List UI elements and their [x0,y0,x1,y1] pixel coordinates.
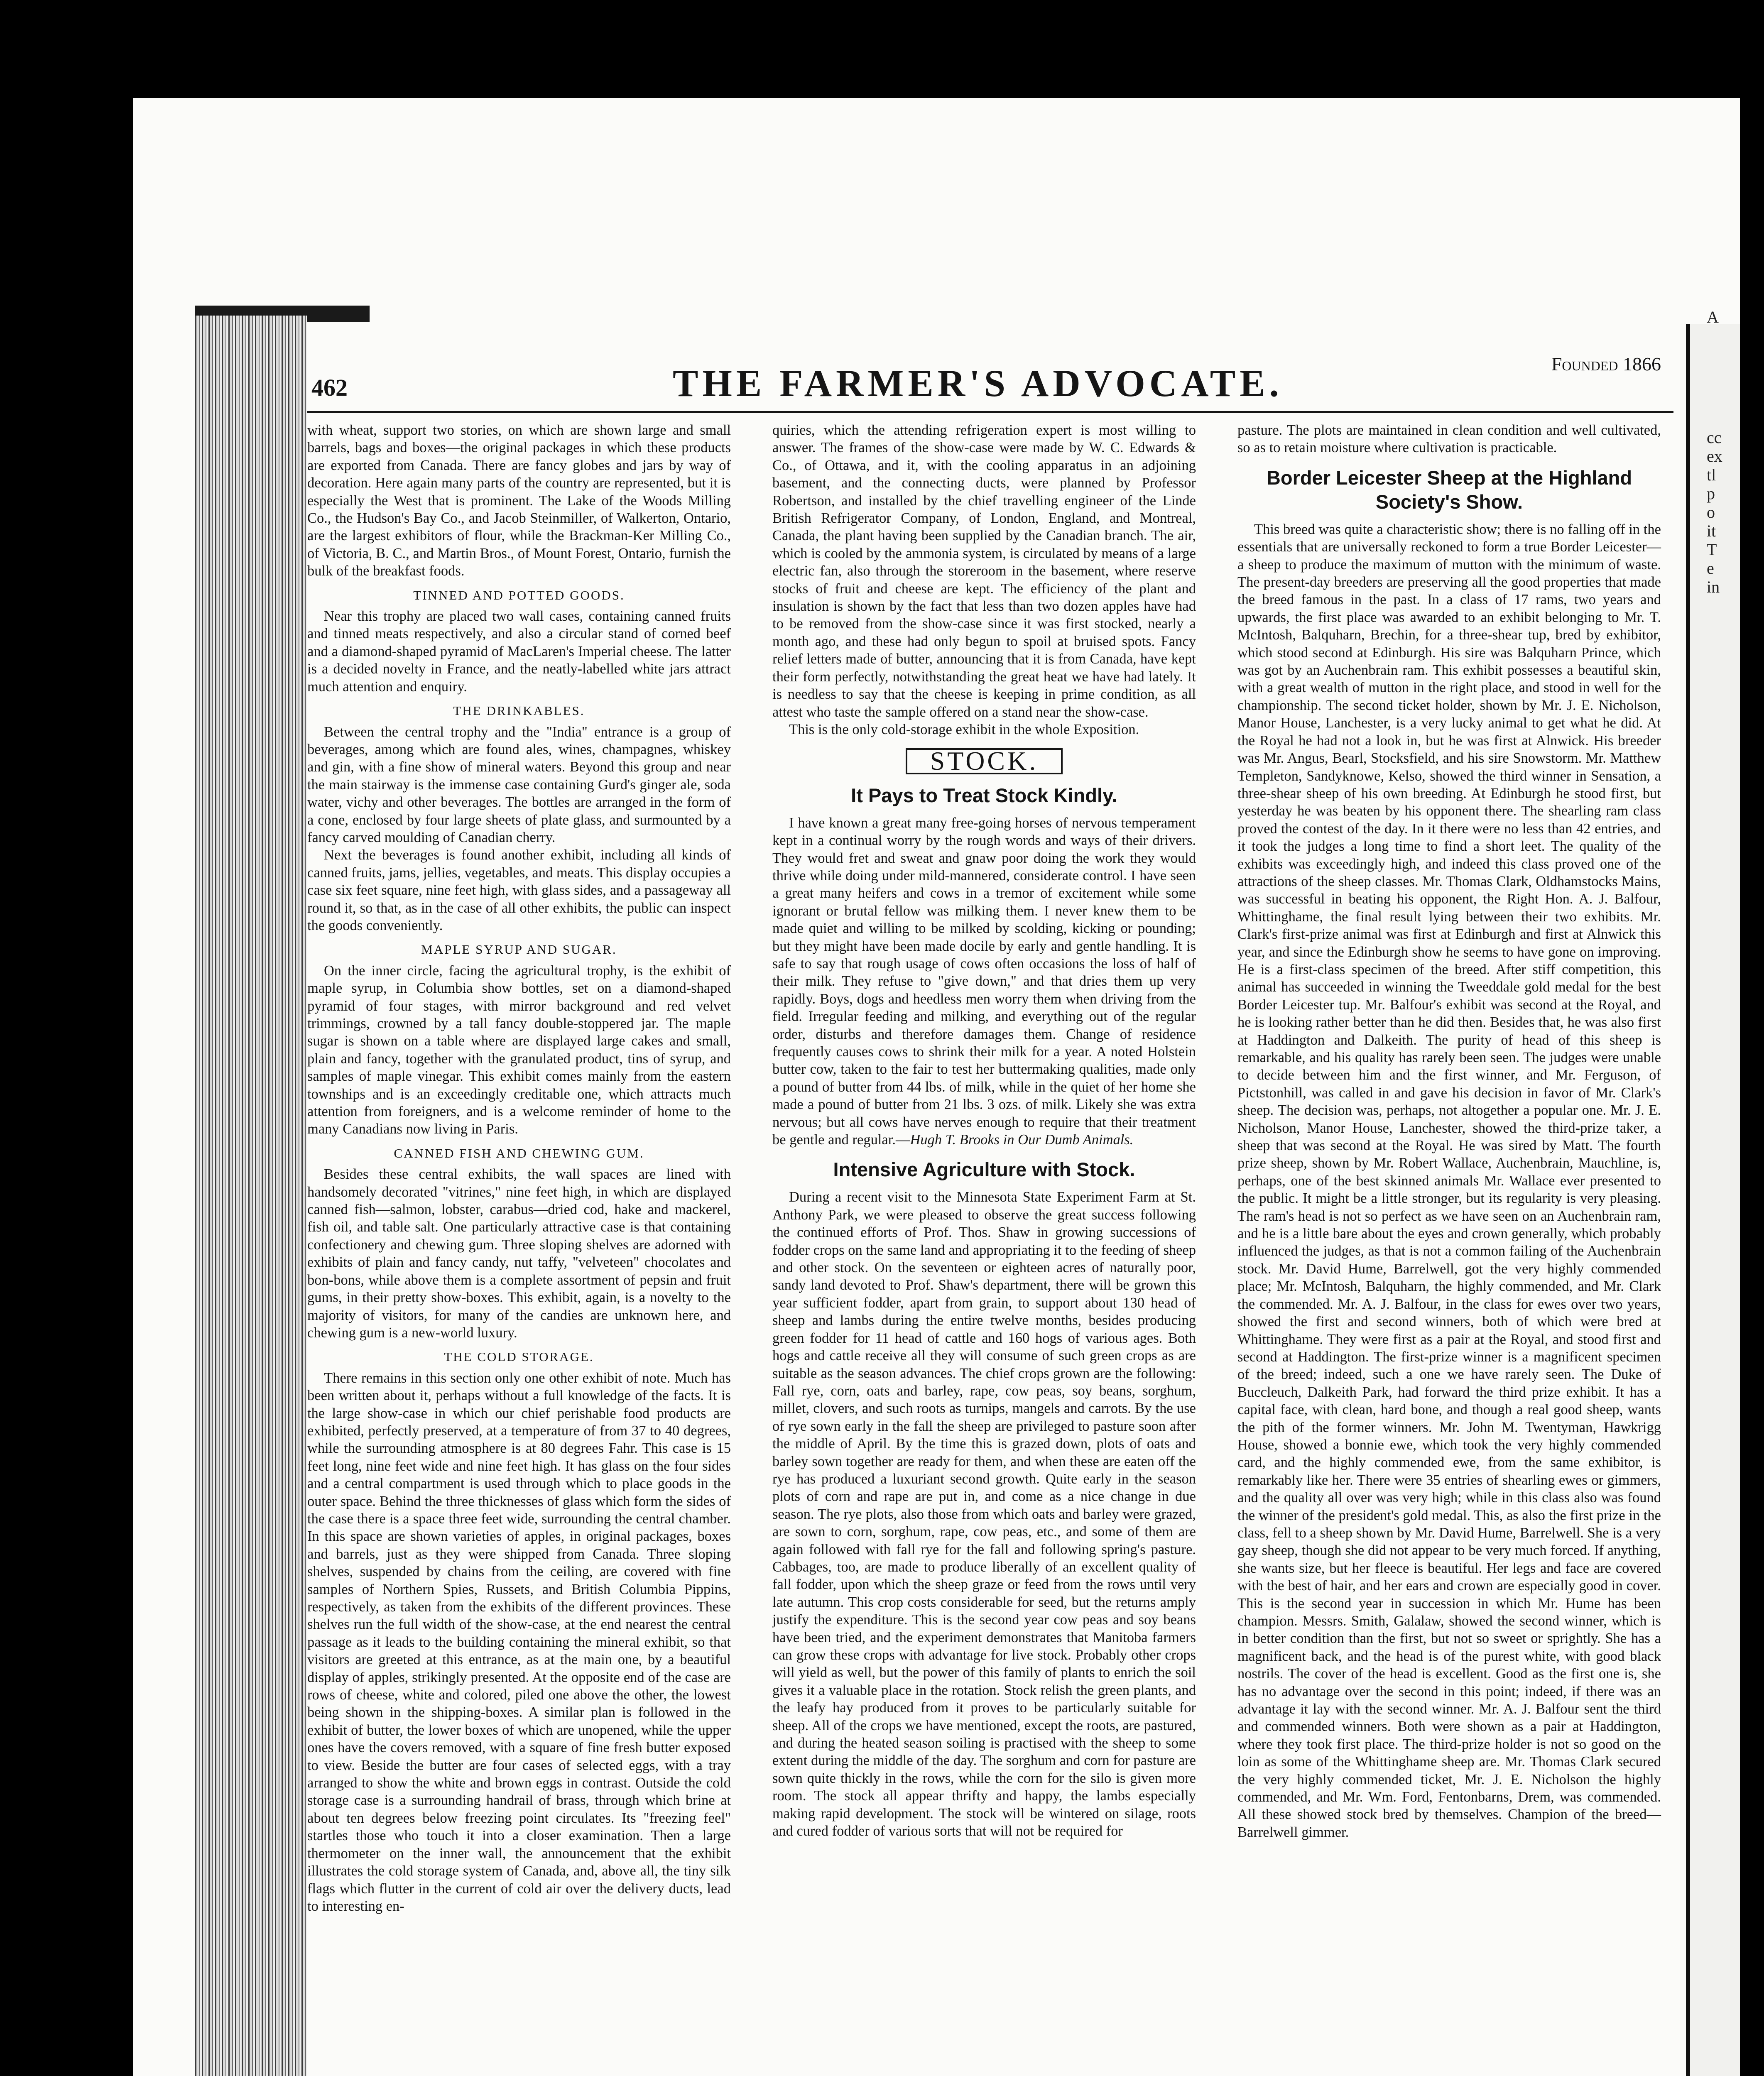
newspaper-title: THE FARMER'S ADVOCATE. [673,362,1283,404]
adjacent-page-letter: p [1707,484,1715,503]
adjacent-page-letter: tl [1707,465,1716,484]
subheading: THE DRINKABLES. [453,703,585,718]
subheading: THE COLD STORAGE. [444,1349,594,1364]
paragraph: During a recent visit to the Minnesota State Experiment Farm at St. Anthony Park, we were pleased to observe the great success following the continued efforts of Prof. Thos. Shaw in growing successions of fodder crops on the same land and appropriating it to the feeding of sheep and other stock. On the seventeen or eighteen acres of naturally poor, sandy land devoted to Prof. Shaw's department, there will be grown this year sufficient fodder, apart from grain, to support about 130 head of sheep and lambs during the entire twelve months, besides producing green fodder for 11 head of cattle and 160 hogs of various ages. Both hogs and cattle receive all they will consume of such green crops as are suitable as the season advances. The chief crops grown are the following: Fall rye, corn, oats and barley, rape, cow peas, soy beans, sorghum, millet, clovers, and such roots as turnips, mangels and carrots. By the use of rye sown early in the fall the sheep are privileged to pasture soon after the middle of April. By the time this is grazed down, plots of oats and barley sown together are ready for them, and when these are eaten off the rye has produced a luxuriant second growth. Quite early in the season plots of corn and rape are put in, and come as a nice change in due season. The rye plots, also those from which oats and barley were grazed, are sown to corn, sorghum, rape, cow peas, etc., and some of them are again followed with fall rye for the fall and following spring's pasture. Cabbages, too, are made to produce liberally of an excellent quality of fall fodder, upon which the sheep graze or feed from the rows until very late autumn. This crop costs considerable for seed, but the returns amply justify the expenditure. This is the second year cow peas and soy beans have been tried, and the experiment demonstrates that Manitoba farmers can grow these crops with advantage for live stock. Probably other crops will yield as well, but the power of this family of plants to enrich the soil gives it a valuable place in the rotation. Stock relish the green plants, and the leafy hay produced from it proves to be particularly suitable for sheep. All of the crops we have mentioned, except the roots, are pastured, and during the heated season soiling is practised with the sheep to some extent during the middle of the day. The sorghum and corn for pasture are sown quite thickly in the rows, while the corn for the silo is given more room. The stock all appear thrifty and happy, the lambs especially making rapid development. The stock will be wintered on silage, roots and cured fodder of various sorts that will not be required for [772,1189,1196,1839]
subheading: TINNED AND POTTED GOODS. [413,588,625,602]
subheading: CANNED FISH AND CHEWING GUM. [394,1146,644,1160]
adjacent-page-letter: ex [1707,447,1722,465]
adjacent-page-letter: it [1707,521,1716,540]
column-2 [772,421,1196,1840]
adjacent-page-letter: A [1707,308,1719,326]
article-title: Intensive Agriculture with Stock. [833,1158,1135,1181]
founded-date: Founded 1866 [1551,353,1661,375]
adjacent-page-letter: T [1707,540,1717,559]
attribution: Hugh T. Brooks in Our Dumb Animals. [910,1132,1134,1148]
paragraph: Besides these central exhibits, the wall spaces are lined with handsomely decorated "vitrines," nine feet high, in which are displayed canned fish—salmon, lobster, carabus—dried cod, hake and mackerel, fish oil, and table salt. One particularly attractive case is that containing confectionery and chewing gum. Three sloping shelves are adorned with exhibits of plain and fancy candy, nut taffy, "velveteen" chocolates and bon-bons, while above them is a complete assortment of pepsin and fruit gums, in their pretty show-boxes. This exhibit, again, is a novelty to the majority of visitors, for many of the candies are unknown here, and chewing gum is a new-world luxury. [307,1166,731,1341]
header-rule [307,411,1673,413]
paragraph: This breed was quite a characteristic show; there is no falling off in the essentials that are universally reckoned to form a true Border Leicester—a sheep to produce the maximum of mutton with the minimum of waste. The present-day breeders are preserving all the good properties that made the breed famous in the past. In a class of 17 rams, two years and upwards, the first place was awarded to an exhibit belonging to Mr. T. McIntosh, Balquharn, Brechin, for a three-shear tup, bred by exhibitor, which stood second at Edinburgh. His sire was Balquharn Prince, which was got by an Auchenbrain ram. This exhibit possesses a beautiful skin, with a great wealth of mutton in the right place, and stood in well for the championship. The second ticket holder, shown by Mr. J. E. Nicholson, Manor House, Lanchester, is a very lucky animal to get what he did. At the Royal he had not a look in, but he was first at Alnwick. His breeder was Mr. Angus, Bearl, Stocksfield, and his sire Snowstorm. Mr. Matthew Templeton, Sandyknowe, Kelso, showed the third winner in Sensation, a three-shear sheep of his own breeding. At Edinburgh he stood first, but yesterday he was beaten by his opponent there. The shearling ram class proved the contest of the day. In it there were no less than 42 entries, and it took the judges a long time to find a short leet. The quality of the exhibits was exceedingly high, and indeed this class proved one of the attractions of the sheep classes. Mr. Thomas Clark, Oldhamstocks Mains, was successful in beating his opponent, the Right Hon. A. J. Balfour, Whittinghame, the final result lying between their two exhibits. Mr. Clark's first-prize animal was first at Edinburgh and first at Alnwick this year, and since the Edinburgh show he seems to have gone on improving. He is a first-class specimen of the breed. After stiff competition, this animal has succeeded in winning the Tweeddale gold medal for the best Border Leicester tup. Mr. Balfour's exhibit was second at the Royal, and he is looking rather better than he did then. Besides that, he was also first at Haddington and Dalkeith. The purity of head of this sheep is remarkable, and his quality has rarely been seen. The judges were unable to decide between him and the first winner, and Mr. Ferguson, of Pictstonhill, was called in and gave his decision in favor of Mr. Clark's sheep. The decision was, perhaps, not altogether a popular one. Mr. J. E. Nicholson, Manor House, Lanchester, showed the third-prize taker, a sheep that was second at the Royal. He was sired by Matt. The fourth prize sheep, shown by Mr. Robert Wallace, Auchenbrain, Mauchline, is, perhaps, one of the best skinned animals Mr. Wallace ever presented to the public. It might be a little stronger, but its regularity is very pleasing. The ram's head is not so perfect as we have seen on an Auchenbrain ram, and he is a little bare about the eyes and crown generally, which probably influenced the judges, as that is not a common failing of the Auchenbrain stock. Mr. David Hume, Barrelwell, got the very highly commended place; Mr. McIntosh, Balquharn, the highly commended, and Mr. Clark the commended. Mr. A. J. Balfour, in the class for ewes over two years, showed the first and second winners, both of which were bred at Whittinghame. They were first as a pair at the Royal, and stood first and second at Haddington. The first-prize winner is a magnificent specimen of the breed; indeed, such a one we have rarely seen. The Duke of Buccleuch, Dalkeith Park, had forward the third prize exhibit. It has a capital face, with clean, hard bone, and though a real good sheep, wants the pith of the former winners. Mr. John M. Twentyman, Hawkrigg House, showed a bonnie ewe, which took the very highly commended card, and the highly commended ewe, from the same exhibitor, is remarkably like her. There were 35 entries of shearling ewes or gimmers, and the quality all over was very high; while in this class also was found the winner of the president's gold medal. This, as also the first prize in the class, fell to a sheep shown by Mr. David Hume, Barrelwell. She is a very gay sheep, though she did not appear to be very much forced. If anything, she wants size, but her fleece is beautiful. Her legs and face are covered with the best of hair, and her ears and crown are especially good in cover. This is the second year in succession in which Mr. Hume has been champion. Messrs. Smith, Galalaw, showed the second winner, which is in better condition than the first, but not so sweet or sprightly. She has a magnificent back, and the head is of the purest white, with good black nostrils. The cover of the head is excellent. Good as the first one is, she has no advantage over the second in this point; indeed, if there was an advantage it lay with the second winner. Mr. A. J. Balfour sent the third and commended winners. Both were shown as a pair at Haddington, where they took first place. The third-prize holder is not so good on the loin as some of the Whittinghame sheep are. Mr. Thomas Clark secured the very highly commended ticket, Mr. J. E. Nicholson the highly commended, and Mr. Wm. Ford, Fentonbarns, Drem, was commended. All these showed stock bred by themselves. Champion of the breed—Barrelwell gimmer. [1237,521,1661,1840]
paragraph-text: I have known a great many free-going horses of nervous temperament kept in a continual worry by the rough words and ways of their drivers. They would fret and sweat and gnaw poor doing the work they would thrive while doing under mild-mannered, considerate control. I have seen a great many heifers and cows in a tremor of excitement while some ignorant or brutal fellow was milking them. I never knew them to be made quiet and willing to be milked by scolding, kicking or pounding; but they might have been made docile by early and gentle handling. It is safe to say that rough usage of cows often occasions the loss of half of their milk. They refuse to "give down," and that dries them up very rapidly. Boys, dogs and heedless men worry them when driving from the field. Irregular feeding and milking, and everything out of the regular order, disturbs and therefore damages them. Change of residence frequently causes cows to shrink their milk for a year. A noted Holstein butter cow, taken to the fair to test her buttermaking qualities, made only a pound of butter from 44 lbs. of milk, while in the quiet of her home she made a pound of butter from 21 lbs. 3 ozs. of milk. Likely she was extra nervous; but all cows have nerves enough to require that their treatment be gentle and regular.— [772,815,1196,1148]
page-number: 462 [311,374,348,401]
paragraph [772,814,1196,1149]
adjacent-page-letter: o [1707,503,1715,521]
paragraph: On the inner circle, facing the agricultural trophy, is the exhibit of maple syrup, in Columbia show bottles, set on a diamond-shaped pyramid of four stages, with mirror background and red velvet trimmings, crowned by a tall fancy double-stoppered jar. The maple sugar is shown on a table where are displayed large cakes and small, plain and fancy, together with the granulated product, tins of syrup, and samples of maple vinegar. This exhibit comes mainly from the eastern townships and is an exceedingly creditable one, which attracts much attention from foreigners, and is a welcome reminder of home to the many Canadians now living in Paris. [307,962,731,1137]
article-title: It Pays to Treat Stock Kindly. [851,784,1117,806]
masthead [307,353,1673,411]
book-page-edges [195,316,307,2076]
paragraph: Next the beverages is found another exhibit, including all kinds of canned fruits, jams, jellies, vegetables, and meats. This display occupies a case six feet square, nine feet high, with glass sides, and a passageway all round it, so that, as in the case of all other exhibits, the public can inspect the goods conveniently. [307,847,731,933]
adjacent-page-strip [1686,308,1740,2076]
column-1 [307,421,731,1915]
paragraph: with wheat, support two stories, on which are shown large and small barrels, bags and boxes—the original packages in which these products are exported from Canada. There are fancy globes and jars by way of decoration. Here again many parts of the country are represented, but it is especially the West that is prominent. The Lake of the Woods Milling Co., the Hudson's Bay Co., and Jacob Steinmiller, of Walkerton, Ontario, are the largest exhibitors of flour, while the Brackman-Ker Milling Co., of Victoria, B. C., and Martin Bros., of Mount Forest, Ontario, furnish the bulk of the breakfast foods. [307,422,731,579]
paragraph: Between the central trophy and the "India" entrance is a group of beverages, among which are found ales, wines, champagnes, whiskey and gin, with a fine show of mineral waters. Beyond this group and near the main stairway is the immense case containing Gurd's ginger ale, soda water, vichy and other beverages. The bottles are arranged in the form of a cone, enclosed by four large sheets of plate glass, and surmounted by a fancy carved moulding of Canadian cherry. [307,724,731,845]
article-title: Border Leicester Sheep at the Highland Society's Show. [1266,466,1632,513]
subheading: MAPLE SYRUP AND SUGAR. [421,942,617,957]
paragraph: pasture. The plots are maintained in clean condition and well cultivated, so as to retain moisture where cultivation is practicable. [1237,422,1661,456]
adjacent-page-letter: e [1707,559,1714,578]
paragraph: There remains in this section only one other exhibit of note. Much has been written about it, perhaps without a full knowledge of the facts. It is the large show-case in which our chief perishable food products are exhibited, perfectly preserved, at a temperature of from 37 to 40 degrees, while the surrounding atmosphere is at 80 degrees Fahr. This case is 15 feet long, nine feet wide and nine feet high. It has glass on the four sides and a central compartment is used through which to place goods in the outer space. Behind the three thicknesses of glass which form the sides of the case there is a space three feet wide, surrounding the central chamber. In this space are shown varieties of apples, in original packages, boxes and barrels, just as they were shipped from Canada. Three sloping shelves, suspended by chains from the ceiling, are covered with fine samples of Northern Spies, Russets, and British Columbia Pippins, respectively, as taken from the exhibits of the different provinces. These shelves run the full width of the show-case, at the end nearest the central passage as it leads to the building containing the mineral exhibit, so that visitors are greeted at this entrance, as at the main one, by a beautiful display of apples, strikingly presented. At the opposite end of the case are rows of cheese, white and colored, piled one above the other, the lowest being shown in the shipping-boxes. A similar plan is followed in the exhibit of butter, the lower boxes of which are unopened, while the upper ones have the covers removed, with a square of fine fresh butter exposed to view. Beside the butter are four cases of selected eggs, with a tray arranged to show the white and brown eggs in contrast. Outside the cold storage case is a surrounding handrail of brass, through which brine at about ten degrees below freezing point circulates. Its "freezing feel" startles those who touch it into a closer examination. Then a large thermometer on the inner wall, the announcement that the exhibit illustrates the cold storage system of Canada, and, above all, the tiny silk flags which flutter in the current of cold air over the delivery ducts, lead to interesting en- [307,1370,731,1914]
adjacent-page-letter: in [1707,578,1720,596]
column-3 [1237,421,1661,1841]
section-heading-stock: STOCK. [906,748,1063,774]
paragraph: quiries, which the attending refrigeration expert is most willing to answer. The frames of the show-case were made by W. C. Edwards & Co., of Ottawa, and it, with the cooling apparatus in an adjoining basement, and the connecting ducts, were planned by Professor Robertson, and installed by the chief travelling engineer of the Linde British Refrigerator Company, of London, England, and Montreal, Canada, the plant having been supplied by the Canadian branch. The air, which is cooled by the ammonia system, is circulated by means of a large electric fan, also through the storeroom in the basement, where reserve stocks of fruit and cheese are kept. The efficiency of the plant and insulation is shown by the fact that less than two dozen apples have had to be removed from the show-case since it was first stocked, nearly a month ago, and these had only begun to spoil at bruised spots. Fancy relief letters made of butter, announcing that it is from Canada, have kept their form perfectly, notwithstanding the great heat we have had lately. It is needless to say that the cheese is keeping in prime condition, as all attest who taste the sample offered on a stand near the show-case. [772,422,1196,720]
paragraph: This is the only cold-storage exhibit in the whole Exposition. [789,721,1139,737]
paragraph: Near this trophy are placed two wall cases, containing canned fruits and tinned meats respectively, and also a circular stand of corned beef and a diamond-shaped pyramid of MacLaren's Imperial cheese. The latter is a decided novelty in France, and the neatly-labelled white jars attract much attention and enquiry. [307,608,731,695]
newspaper-page [307,328,1673,2076]
adjacent-page-letter: cc [1707,428,1722,447]
